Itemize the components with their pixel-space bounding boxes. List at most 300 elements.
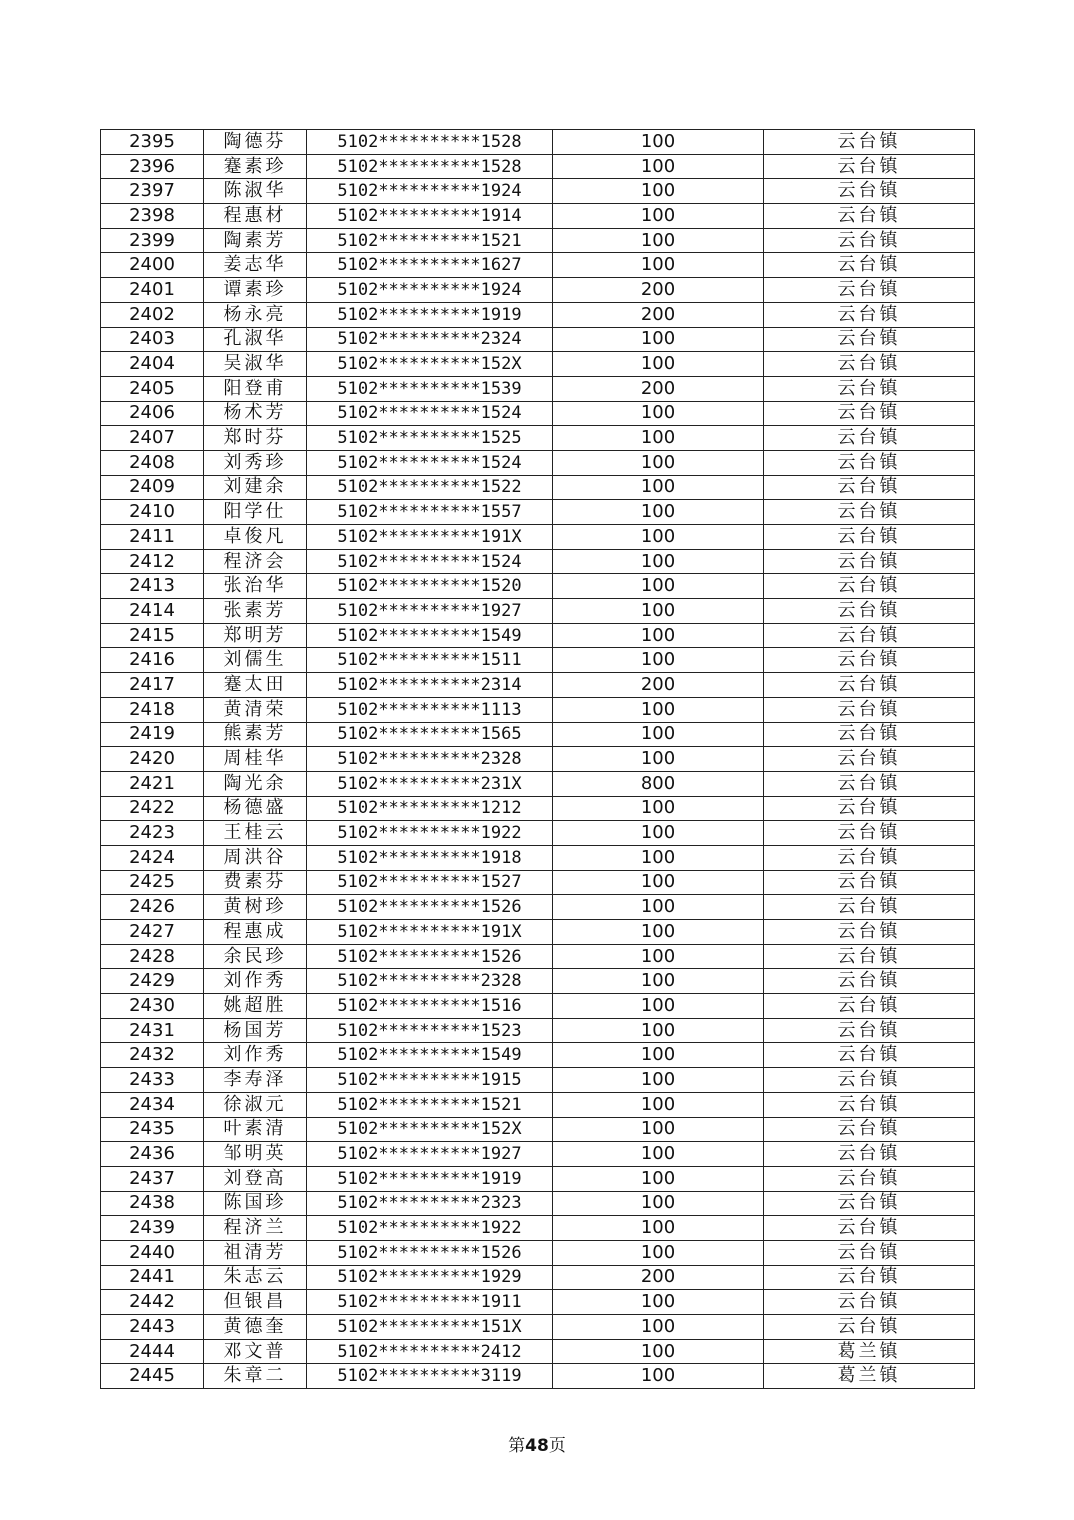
name-cell: 陶德芬 <box>204 130 307 155</box>
id-number-cell: 5102**********1521 <box>307 228 553 253</box>
table-row <box>101 747 975 772</box>
town-cell: 云台镇 <box>764 376 975 401</box>
town-cell: 云台镇 <box>764 969 975 994</box>
name-cell: 姚超胜 <box>204 994 307 1019</box>
id-number-cell: 5102**********2314 <box>307 673 553 698</box>
town-cell: 云台镇 <box>764 450 975 475</box>
town-cell: 云台镇 <box>764 648 975 673</box>
amount-cell: 200 <box>553 376 764 401</box>
town-cell: 云台镇 <box>764 623 975 648</box>
amount-cell: 100 <box>553 969 764 994</box>
town-cell: 葛兰镇 <box>764 1364 975 1389</box>
row-number-cell: 2444 <box>101 1339 204 1364</box>
amount-cell: 100 <box>553 623 764 648</box>
name-cell: 周桂华 <box>204 747 307 772</box>
row-number-cell: 2397 <box>101 179 204 204</box>
row-number-cell: 2420 <box>101 747 204 772</box>
name-cell: 蹇太田 <box>204 673 307 698</box>
id-number-cell: 5102**********1922 <box>307 1216 553 1241</box>
amount-cell: 200 <box>553 1265 764 1290</box>
row-number-cell: 2395 <box>101 130 204 155</box>
town-cell: 云台镇 <box>764 920 975 945</box>
id-number-cell: 5102**********1526 <box>307 895 553 920</box>
town-cell: 云台镇 <box>764 821 975 846</box>
name-cell: 阳登甫 <box>204 376 307 401</box>
id-number-cell: 5102**********1511 <box>307 648 553 673</box>
name-cell: 阳学仕 <box>204 500 307 525</box>
table-row <box>101 1142 975 1167</box>
amount-cell: 100 <box>553 574 764 599</box>
town-cell: 云台镇 <box>764 1191 975 1216</box>
table-row <box>101 450 975 475</box>
town-cell: 云台镇 <box>764 204 975 229</box>
amount-cell: 100 <box>553 1018 764 1043</box>
amount-cell: 100 <box>553 944 764 969</box>
table-row <box>101 500 975 525</box>
amount-cell: 100 <box>553 994 764 1019</box>
row-number-cell: 2411 <box>101 525 204 550</box>
row-number-cell: 2442 <box>101 1290 204 1315</box>
row-number-cell: 2429 <box>101 969 204 994</box>
row-number-cell: 2432 <box>101 1043 204 1068</box>
name-cell: 谭素珍 <box>204 278 307 303</box>
table-row <box>101 944 975 969</box>
row-number-cell: 2413 <box>101 574 204 599</box>
amount-cell: 100 <box>553 450 764 475</box>
amount-cell: 100 <box>553 549 764 574</box>
name-cell: 费素芬 <box>204 870 307 895</box>
amount-cell: 100 <box>553 722 764 747</box>
name-cell: 杨术芳 <box>204 401 307 426</box>
name-cell: 朱章二 <box>204 1364 307 1389</box>
row-number-cell: 2409 <box>101 475 204 500</box>
name-cell: 黄德奎 <box>204 1315 307 1340</box>
id-number-cell: 5102**********2328 <box>307 969 553 994</box>
town-cell: 云台镇 <box>764 1142 975 1167</box>
town-cell: 云台镇 <box>764 1315 975 1340</box>
row-number-cell: 2415 <box>101 623 204 648</box>
amount-cell: 100 <box>553 228 764 253</box>
name-cell: 刘作秀 <box>204 969 307 994</box>
town-cell: 云台镇 <box>764 1290 975 1315</box>
town-cell: 云台镇 <box>764 895 975 920</box>
row-number-cell: 2424 <box>101 845 204 870</box>
amount-cell: 100 <box>553 648 764 673</box>
id-number-cell: 5102**********1557 <box>307 500 553 525</box>
id-number-cell: 5102**********1911 <box>307 1290 553 1315</box>
table-row <box>101 1339 975 1364</box>
row-number-cell: 2435 <box>101 1117 204 1142</box>
name-cell: 张素芳 <box>204 599 307 624</box>
id-number-cell: 5102**********1212 <box>307 796 553 821</box>
town-cell: 云台镇 <box>764 154 975 179</box>
amount-cell: 100 <box>553 747 764 772</box>
id-number-cell: 5102**********191X <box>307 525 553 550</box>
table-row <box>101 1216 975 1241</box>
row-number-cell: 2401 <box>101 278 204 303</box>
amount-cell: 100 <box>553 1240 764 1265</box>
table-row <box>101 599 975 624</box>
town-cell: 云台镇 <box>764 1117 975 1142</box>
table-row <box>101 870 975 895</box>
amount-cell: 100 <box>553 845 764 870</box>
table-row <box>101 895 975 920</box>
row-number-cell: 2421 <box>101 771 204 796</box>
id-number-cell: 5102**********1914 <box>307 204 553 229</box>
table-row <box>101 1068 975 1093</box>
name-cell: 余民珍 <box>204 944 307 969</box>
name-cell: 邹明英 <box>204 1142 307 1167</box>
amount-cell: 100 <box>553 697 764 722</box>
row-number-cell: 2416 <box>101 648 204 673</box>
table-row <box>101 1265 975 1290</box>
id-number-cell: 5102**********2324 <box>307 327 553 352</box>
amount-cell: 100 <box>553 352 764 377</box>
table-row <box>101 796 975 821</box>
row-number-cell: 2423 <box>101 821 204 846</box>
amount-cell: 100 <box>553 253 764 278</box>
amount-cell: 100 <box>553 1068 764 1093</box>
name-cell: 朱志云 <box>204 1265 307 1290</box>
name-cell: 程惠材 <box>204 204 307 229</box>
id-number-cell: 5102**********1918 <box>307 845 553 870</box>
amount-cell: 100 <box>553 796 764 821</box>
table-row <box>101 1166 975 1191</box>
table-row <box>101 574 975 599</box>
name-cell: 陶光余 <box>204 771 307 796</box>
row-number-cell: 2438 <box>101 1191 204 1216</box>
amount-cell: 100 <box>553 1216 764 1241</box>
town-cell: 云台镇 <box>764 722 975 747</box>
row-number-cell: 2426 <box>101 895 204 920</box>
row-number-cell: 2403 <box>101 327 204 352</box>
table-row <box>101 228 975 253</box>
amount-cell: 100 <box>553 1092 764 1117</box>
town-cell: 云台镇 <box>764 944 975 969</box>
id-number-cell: 5102**********151X <box>307 1315 553 1340</box>
table-row <box>101 1092 975 1117</box>
id-number-cell: 5102**********1927 <box>307 599 553 624</box>
name-cell: 张治华 <box>204 574 307 599</box>
table-row <box>101 1191 975 1216</box>
row-number-cell: 2430 <box>101 994 204 1019</box>
town-cell: 云台镇 <box>764 302 975 327</box>
id-number-cell: 5102**********1929 <box>307 1265 553 1290</box>
amount-cell: 100 <box>553 154 764 179</box>
id-number-cell: 5102**********1526 <box>307 1240 553 1265</box>
amount-cell: 100 <box>553 1191 764 1216</box>
id-number-cell: 5102**********1521 <box>307 1092 553 1117</box>
amount-cell: 100 <box>553 1315 764 1340</box>
name-cell: 徐淑元 <box>204 1092 307 1117</box>
table-row <box>101 302 975 327</box>
row-number-cell: 2443 <box>101 1315 204 1340</box>
table-row <box>101 722 975 747</box>
id-number-cell: 5102**********1549 <box>307 1043 553 1068</box>
name-cell: 陈国珍 <box>204 1191 307 1216</box>
row-number-cell: 2402 <box>101 302 204 327</box>
town-cell: 云台镇 <box>764 1068 975 1093</box>
id-number-cell: 5102**********1915 <box>307 1068 553 1093</box>
amount-cell: 200 <box>553 302 764 327</box>
page-footer-suffix: 页 <box>548 1436 566 1456</box>
row-number-cell: 2414 <box>101 599 204 624</box>
row-number-cell: 2399 <box>101 228 204 253</box>
town-cell: 云台镇 <box>764 1216 975 1241</box>
town-cell: 云台镇 <box>764 253 975 278</box>
amount-cell: 100 <box>553 1364 764 1389</box>
amount-cell: 100 <box>553 500 764 525</box>
row-number-cell: 2436 <box>101 1142 204 1167</box>
row-number-cell: 2417 <box>101 673 204 698</box>
town-cell: 云台镇 <box>764 845 975 870</box>
id-number-cell: 5102**********152X <box>307 352 553 377</box>
row-number-cell: 2410 <box>101 500 204 525</box>
name-cell: 杨德盛 <box>204 796 307 821</box>
roster-table-body <box>101 130 975 1389</box>
table-row <box>101 969 975 994</box>
id-number-cell: 5102**********1516 <box>307 994 553 1019</box>
id-number-cell: 5102**********191X <box>307 920 553 945</box>
id-number-cell: 5102**********1523 <box>307 1018 553 1043</box>
table-row <box>101 1043 975 1068</box>
id-number-cell: 5102**********1919 <box>307 1166 553 1191</box>
name-cell: 刘儒生 <box>204 648 307 673</box>
town-cell: 云台镇 <box>764 549 975 574</box>
amount-cell: 100 <box>553 475 764 500</box>
amount-cell: 200 <box>553 278 764 303</box>
row-number-cell: 2406 <box>101 401 204 426</box>
amount-cell: 100 <box>553 426 764 451</box>
name-cell: 但银昌 <box>204 1290 307 1315</box>
name-cell: 熊素芳 <box>204 722 307 747</box>
row-number-cell: 2422 <box>101 796 204 821</box>
table-row <box>101 994 975 1019</box>
page-footer <box>0 1431 1074 1456</box>
id-number-cell: 5102**********1919 <box>307 302 553 327</box>
table-row <box>101 327 975 352</box>
row-number-cell: 2427 <box>101 920 204 945</box>
id-number-cell: 5102**********1627 <box>307 253 553 278</box>
table-row <box>101 549 975 574</box>
row-number-cell: 2407 <box>101 426 204 451</box>
id-number-cell: 5102**********1525 <box>307 426 553 451</box>
town-cell: 云台镇 <box>764 228 975 253</box>
table-row <box>101 673 975 698</box>
name-cell: 黄清荣 <box>204 697 307 722</box>
name-cell: 王桂云 <box>204 821 307 846</box>
name-cell: 吴淑华 <box>204 352 307 377</box>
town-cell: 云台镇 <box>764 475 975 500</box>
id-number-cell: 5102**********1927 <box>307 1142 553 1167</box>
town-cell: 云台镇 <box>764 771 975 796</box>
name-cell: 程济兰 <box>204 1216 307 1241</box>
id-number-cell: 5102**********1565 <box>307 722 553 747</box>
town-cell: 云台镇 <box>764 574 975 599</box>
amount-cell: 100 <box>553 1117 764 1142</box>
id-number-cell: 5102**********3119 <box>307 1364 553 1389</box>
town-cell: 云台镇 <box>764 1092 975 1117</box>
town-cell: 葛兰镇 <box>764 1339 975 1364</box>
name-cell: 李寿泽 <box>204 1068 307 1093</box>
id-number-cell: 5102**********1924 <box>307 179 553 204</box>
id-number-cell: 5102**********1527 <box>307 870 553 895</box>
table-row <box>101 475 975 500</box>
amount-cell: 800 <box>553 771 764 796</box>
name-cell: 杨永亮 <box>204 302 307 327</box>
town-cell: 云台镇 <box>764 352 975 377</box>
name-cell: 陶素芳 <box>204 228 307 253</box>
town-cell: 云台镇 <box>764 1265 975 1290</box>
row-number-cell: 2441 <box>101 1265 204 1290</box>
amount-cell: 100 <box>553 525 764 550</box>
row-number-cell: 2398 <box>101 204 204 229</box>
row-number-cell: 2419 <box>101 722 204 747</box>
row-number-cell: 2433 <box>101 1068 204 1093</box>
table-row <box>101 623 975 648</box>
row-number-cell: 2405 <box>101 376 204 401</box>
table-row <box>101 179 975 204</box>
id-number-cell: 5102**********1549 <box>307 623 553 648</box>
name-cell: 黄树珍 <box>204 895 307 920</box>
table-row <box>101 1240 975 1265</box>
town-cell: 云台镇 <box>764 1043 975 1068</box>
table-row <box>101 1018 975 1043</box>
row-number-cell: 2440 <box>101 1240 204 1265</box>
amount-cell: 100 <box>553 870 764 895</box>
id-number-cell: 5102**********1113 <box>307 697 553 722</box>
table-row <box>101 845 975 870</box>
town-cell: 云台镇 <box>764 673 975 698</box>
amount-cell: 200 <box>553 673 764 698</box>
amount-cell: 100 <box>553 130 764 155</box>
row-number-cell: 2434 <box>101 1092 204 1117</box>
amount-cell: 100 <box>553 1290 764 1315</box>
row-number-cell: 2400 <box>101 253 204 278</box>
id-number-cell: 5102**********1522 <box>307 475 553 500</box>
row-number-cell: 2425 <box>101 870 204 895</box>
town-cell: 云台镇 <box>764 1018 975 1043</box>
table-row <box>101 1315 975 1340</box>
name-cell: 郑时芬 <box>204 426 307 451</box>
id-number-cell: 5102**********1520 <box>307 574 553 599</box>
town-cell: 云台镇 <box>764 179 975 204</box>
page-number: 48 <box>525 1436 549 1456</box>
amount-cell: 100 <box>553 401 764 426</box>
table-row <box>101 821 975 846</box>
id-number-cell: 5102**********1528 <box>307 154 553 179</box>
table-row <box>101 920 975 945</box>
table-row <box>101 204 975 229</box>
table-row <box>101 648 975 673</box>
name-cell: 刘登高 <box>204 1166 307 1191</box>
amount-cell: 100 <box>553 179 764 204</box>
table-row <box>101 253 975 278</box>
table-row <box>101 376 975 401</box>
amount-cell: 100 <box>553 920 764 945</box>
town-cell: 云台镇 <box>764 796 975 821</box>
table-row <box>101 130 975 155</box>
amount-cell: 100 <box>553 1166 764 1191</box>
town-cell: 云台镇 <box>764 1240 975 1265</box>
amount-cell: 100 <box>553 599 764 624</box>
amount-cell: 100 <box>553 204 764 229</box>
id-number-cell: 5102**********231X <box>307 771 553 796</box>
town-cell: 云台镇 <box>764 278 975 303</box>
table-row <box>101 352 975 377</box>
table-row <box>101 426 975 451</box>
table-row <box>101 154 975 179</box>
name-cell: 周洪谷 <box>204 845 307 870</box>
town-cell: 云台镇 <box>764 747 975 772</box>
name-cell: 刘作秀 <box>204 1043 307 1068</box>
table-row <box>101 1290 975 1315</box>
amount-cell: 100 <box>553 327 764 352</box>
town-cell: 云台镇 <box>764 1166 975 1191</box>
id-number-cell: 5102**********1922 <box>307 821 553 846</box>
town-cell: 云台镇 <box>764 130 975 155</box>
row-number-cell: 2404 <box>101 352 204 377</box>
id-number-cell: 5102**********1526 <box>307 944 553 969</box>
id-number-cell: 5102**********1524 <box>307 401 553 426</box>
id-number-cell: 5102**********2412 <box>307 1339 553 1364</box>
name-cell: 杨国芳 <box>204 1018 307 1043</box>
name-cell: 郑明芳 <box>204 623 307 648</box>
name-cell: 蹇素珍 <box>204 154 307 179</box>
page-footer-prefix: 第 <box>508 1436 526 1456</box>
name-cell: 姜志华 <box>204 253 307 278</box>
town-cell: 云台镇 <box>764 327 975 352</box>
table-row <box>101 1364 975 1389</box>
name-cell: 程惠成 <box>204 920 307 945</box>
amount-cell: 100 <box>553 1339 764 1364</box>
table-row <box>101 697 975 722</box>
row-number-cell: 2418 <box>101 697 204 722</box>
town-cell: 云台镇 <box>764 525 975 550</box>
town-cell: 云台镇 <box>764 697 975 722</box>
name-cell: 邓文普 <box>204 1339 307 1364</box>
amount-cell: 100 <box>553 821 764 846</box>
id-number-cell: 5102**********1924 <box>307 278 553 303</box>
name-cell: 卓俊凡 <box>204 525 307 550</box>
table-row <box>101 401 975 426</box>
name-cell: 孔淑华 <box>204 327 307 352</box>
row-number-cell: 2437 <box>101 1166 204 1191</box>
name-cell: 陈淑华 <box>204 179 307 204</box>
row-number-cell: 2396 <box>101 154 204 179</box>
table-row <box>101 278 975 303</box>
name-cell: 叶素清 <box>204 1117 307 1142</box>
amount-cell: 100 <box>553 1043 764 1068</box>
town-cell: 云台镇 <box>764 426 975 451</box>
id-number-cell: 5102**********2328 <box>307 747 553 772</box>
row-number-cell: 2431 <box>101 1018 204 1043</box>
town-cell: 云台镇 <box>764 870 975 895</box>
row-number-cell: 2412 <box>101 549 204 574</box>
amount-cell: 100 <box>553 895 764 920</box>
town-cell: 云台镇 <box>764 401 975 426</box>
id-number-cell: 5102**********152X <box>307 1117 553 1142</box>
name-cell: 刘秀珍 <box>204 450 307 475</box>
row-number-cell: 2428 <box>101 944 204 969</box>
row-number-cell: 2408 <box>101 450 204 475</box>
name-cell: 刘建余 <box>204 475 307 500</box>
town-cell: 云台镇 <box>764 500 975 525</box>
table-row <box>101 525 975 550</box>
table-row <box>101 1117 975 1142</box>
id-number-cell: 5102**********2323 <box>307 1191 553 1216</box>
table-row <box>101 771 975 796</box>
